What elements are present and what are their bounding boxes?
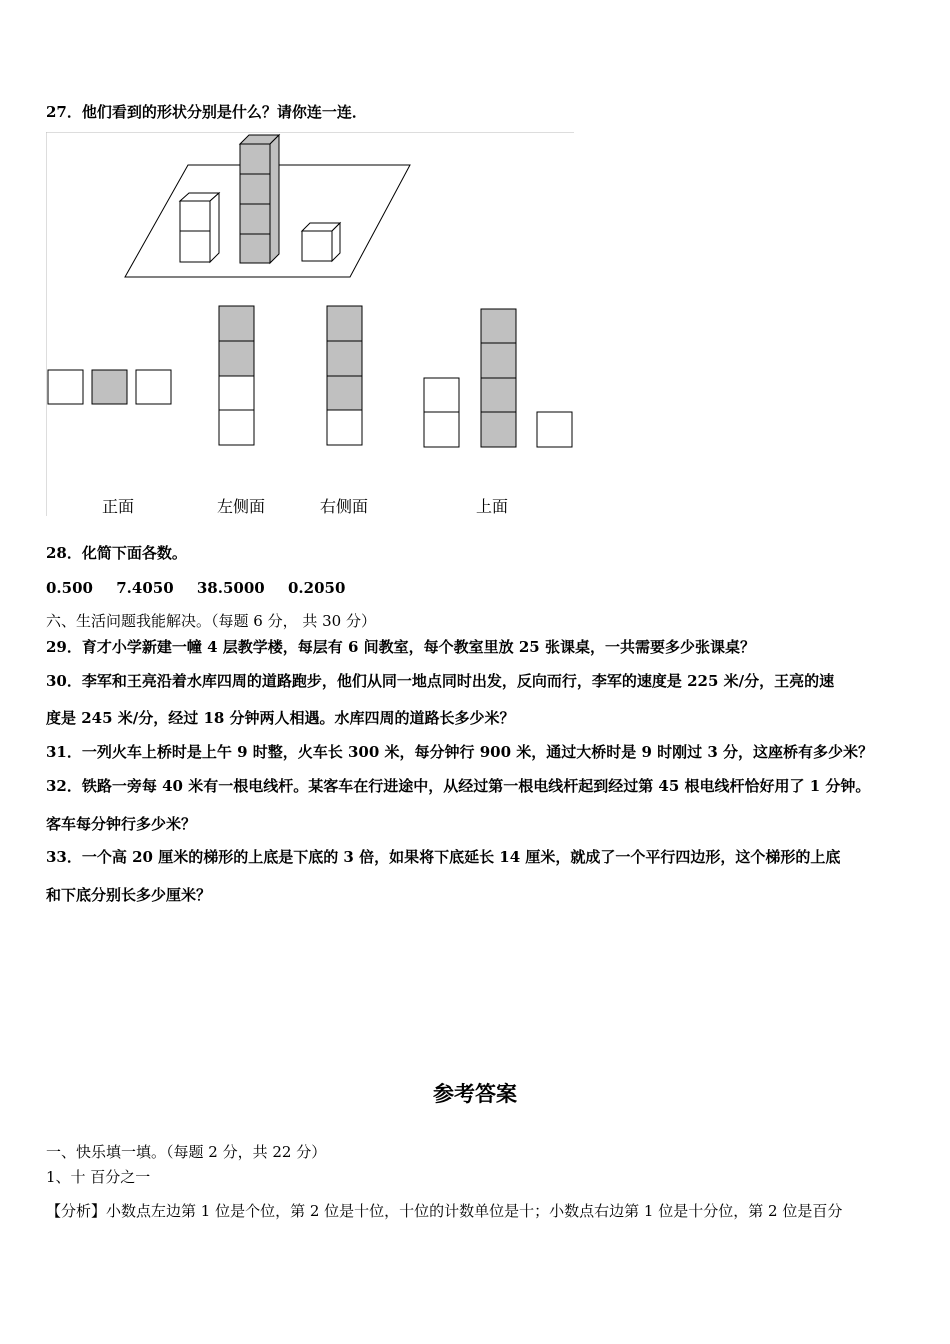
answer-1-analysis: 【分析】小数点左边第 1 位是个位，第 2 位是十位，十位的计数单位是十；小数点右边第 1 位是十分位，第 2 位是百分	[46, 1202, 843, 1220]
number-2: 7.4050	[116, 579, 174, 597]
cube-stack-middle	[240, 135, 279, 263]
question-30-line-2: 度是 245 米/分，经过 18 分钟两人相遇。水库四周的道路长多少米？	[46, 709, 515, 727]
label-front: 正面	[101, 497, 135, 516]
question-31: 31．一列火车上桥时是上午 9 时整，火车长 300 米，每分钟行 900 米，通过大桥时是 9 时刚过 3 分，这座桥有多少米？	[46, 743, 874, 761]
question-27: 27．他们看到的形状分别是什么？请你连一连．	[46, 103, 367, 121]
question-28: 28．化简下面各数。	[46, 544, 187, 562]
question-28-numbers	[46, 578, 363, 598]
number-1: 0.500	[46, 579, 93, 597]
label-top: 上面	[475, 497, 509, 516]
section-6-heading: 六、生活问题我能解决。（每题 6 分， 共 30 分）	[46, 612, 376, 630]
answer-title: 参考答案	[433, 1081, 517, 1106]
question-30-line-1: 30．李军和王亮沿着水库四周的道路跑步，他们从同一地点同时出发，反向而行，李军的速度是 225 米/分，王亮的速	[46, 672, 835, 690]
label-left-side: 左侧面	[216, 497, 266, 516]
number-3: 38.5000	[196, 579, 265, 597]
view-front	[48, 370, 171, 404]
cube-views-figure	[46, 132, 576, 518]
view-top	[424, 309, 572, 447]
label-right-side: 右侧面	[319, 497, 369, 516]
cube-stack-left	[180, 193, 219, 262]
question-32-line-1: 32．铁路一旁每 40 米有一根电线杆。某客车在行进途中，从经过第一根电线杆起到经过第 45 根电线杆恰好用了 1 分钟。	[46, 777, 871, 795]
number-4: 0.2050	[287, 579, 346, 597]
answer-section-1-heading: 一、快乐填一填。（每题 2 分，共 22 分）	[46, 1143, 327, 1161]
question-32-line-2: 客车每分钟行多少米？	[46, 815, 197, 833]
view-left-side	[219, 306, 254, 445]
cube-single-right	[302, 223, 340, 261]
question-29: 29．育才小学新建一幢 4 层教学楼，每层有 6 间教室，每个教室里放 25 张课桌，一共需要多少张课桌？	[46, 638, 755, 656]
view-right-side	[327, 306, 362, 445]
question-33-line-1: 33．一个高 20 厘米的梯形的上底是下底的 3 倍，如果将下底延长 14 厘米，就成了一个平行四边形，这个梯形的上底	[46, 848, 841, 866]
answer-1: 1、十 百分之一	[46, 1168, 151, 1186]
question-33-line-2: 和下底分别长多少厘米？	[46, 886, 212, 904]
